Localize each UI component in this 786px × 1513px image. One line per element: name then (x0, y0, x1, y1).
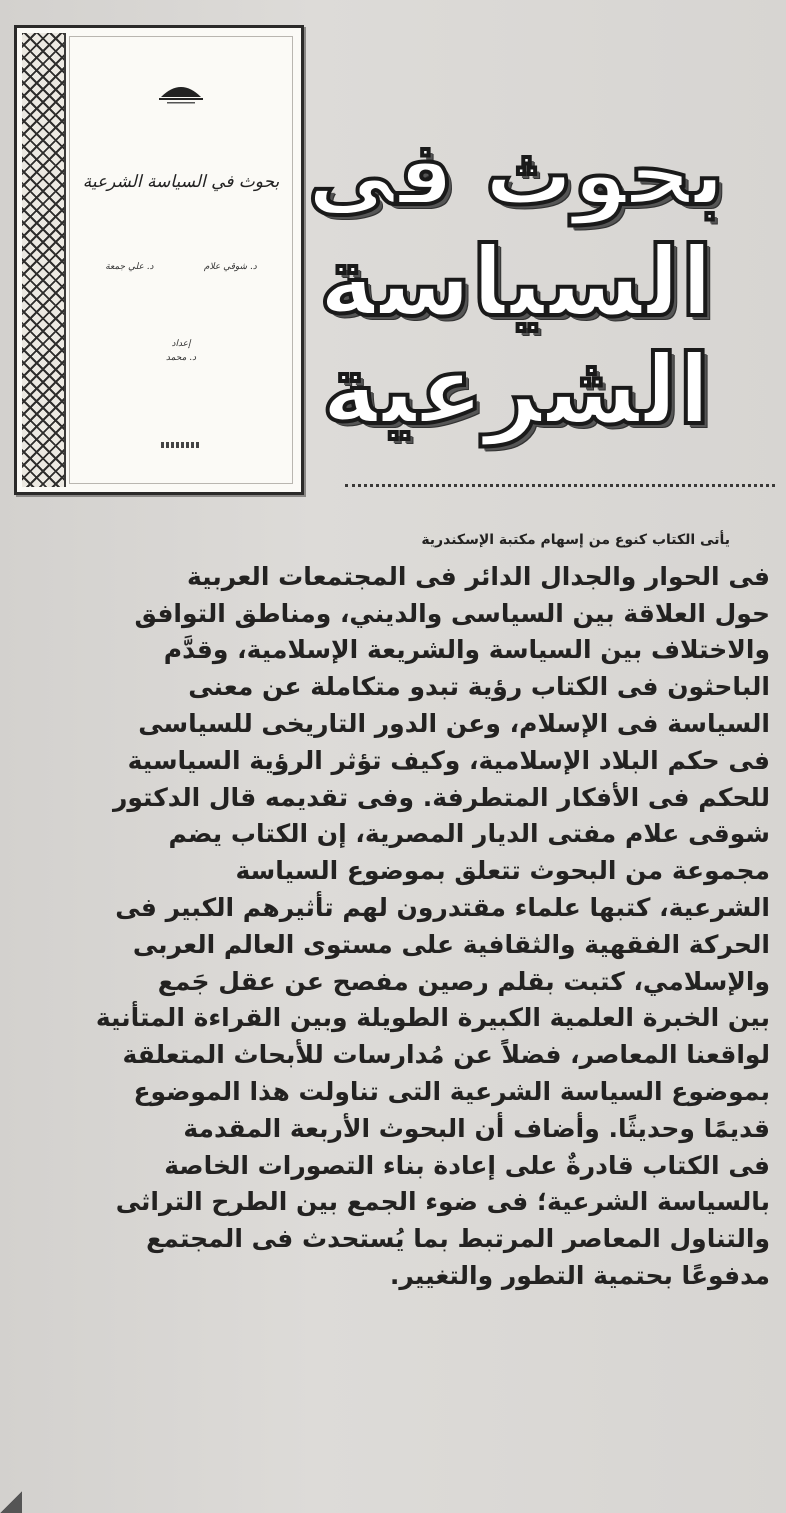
article-line: حول العلاقة بين السياسى والديني، ومناطق التوافق (134, 598, 770, 628)
article-line: مجموعة من البحوث تتعلق بموضوع السياسة (235, 856, 770, 886)
article-line: قديمًا وحديثًا. وأضاف أن البحوث الأربعة المقدمة (183, 1113, 770, 1143)
article-line: بين الخبرة العلمية الكبيرة الطويلة وبين القراءة المتأنية (95, 1003, 770, 1033)
article-line: السياسة فى الإسلام، وعن الدور التاريخى للسياسى (138, 708, 770, 738)
dotted-divider (345, 484, 775, 487)
article-line: الباحثون فى الكتاب رؤية تبدو متكاملة عن معنى (188, 672, 770, 702)
headline-line: بحوث فى (307, 122, 725, 225)
cover-editor-label: إعداد (171, 339, 191, 349)
cover-author: د. شوقي علام (203, 262, 257, 272)
article-line: والتناول المعاصر المرتبط بما يُستحدث فى المجتمع (146, 1224, 770, 1254)
article-line: والاختلاف بين السياسة والشريعة الإسلامية، وقدَّم (163, 635, 770, 665)
article-line: للحكم فى الأفكار المتطرفة. وفى تقديمه قال الدكتور (112, 782, 770, 812)
article-headline (306, 120, 726, 444)
article-line: مدفوعًا بحتمية التطور والتغيير. (389, 1260, 770, 1290)
article-line: فى الكتاب قادرةٌ على إعادة بناء التصورات الخاصة (164, 1150, 770, 1180)
cover-inner-panel (69, 36, 293, 484)
cover-editor (70, 337, 292, 365)
library-logo-icon (157, 75, 205, 105)
article-line: الشرعية، كتبها علماء مقتدرون لهم تأثيرهم الكبير فى (115, 892, 770, 922)
cover-publisher-mark (161, 442, 201, 448)
article-line: بموضوع السياسة الشرعية التى تناولت هذا الموضوع (133, 1076, 770, 1106)
cover-editor-name: د. محمد (165, 353, 197, 363)
article-line: والإسلامي، كتبت بقلم رصين مفصح عن عقل جَمع (157, 966, 770, 996)
book-cover-image (14, 25, 304, 495)
cover-author: د. علي جمعة (105, 262, 154, 272)
page-corner-shadow (0, 1491, 22, 1513)
article-line: الحركة الفقهية والثقافية على مستوى العالم العربى (132, 929, 770, 959)
cover-title: بحوث في السياسة الشرعية (82, 172, 280, 192)
headline-line: السياسة (318, 226, 714, 338)
article-line: شوقى علام مفتى الديار المصرية، إن الكتاب يضم (168, 819, 770, 849)
cover-authors (80, 262, 282, 272)
headline-line: الشرعية (321, 334, 711, 446)
article-body (18, 522, 770, 1295)
article-line: فى حكم البلاد الإسلامية، وكيف تؤثر الرؤية السياسية (127, 745, 770, 775)
article-line: يأتى الكتاب كنوع من إسهام مكتبة الإسكندرية (421, 532, 730, 548)
cover-ornament-border (22, 33, 66, 487)
article-line: لواقعنا المعاصر، فضلاً عن مُدارسات للأبحاث المتعلقة (122, 1040, 770, 1070)
article-line: فى الحوار والجدال الدائر فى المجتمعات العربية (187, 561, 770, 591)
article-line: بالسياسة الشرعية؛ فى ضوء الجمع بين الطرح التراثى (115, 1187, 770, 1217)
